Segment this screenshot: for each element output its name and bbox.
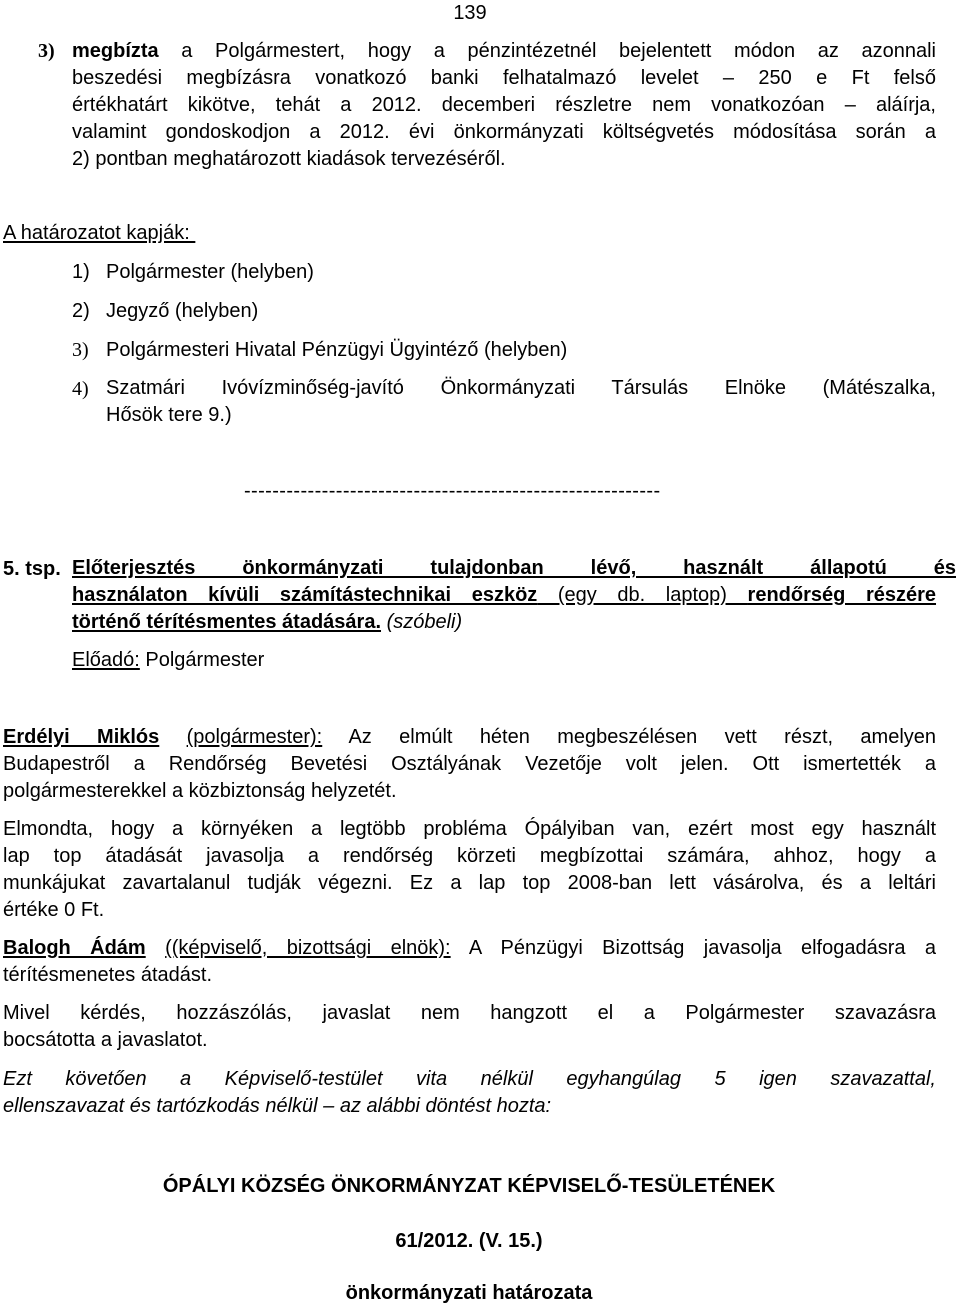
recipient-number: 2) <box>72 300 90 322</box>
item-3-line: értékhatárt kikötve, tehát a 2012. decemberi részletre nem vonatkozóan – aláírja, <box>72 94 936 116</box>
paragraph-line: ellenszavazat és tartózkodás nélkül – az alábbi döntést hozta: <box>3 1095 552 1117</box>
presenter <box>72 649 264 672</box>
paragraph-line <box>3 724 936 751</box>
paragraph-line: bocsátotta a javaslatot. <box>3 1029 208 1051</box>
paragraph <box>3 816 936 924</box>
speaker-role: (polgármester): <box>186 726 323 748</box>
agenda-title-bold: történő térítésmentes átadására. <box>72 611 382 633</box>
paragraph-line: Mivel kérdés, hozzászólás, javaslat nem hangzott el a Polgármester szavazásra <box>3 1002 936 1024</box>
recipient-text: Jegyző (helyben) <box>106 300 259 322</box>
agenda-title-bold: használaton kívüli számítástechnikai eszköz <box>72 584 538 606</box>
recipient-item <box>72 378 89 401</box>
speaker-name: Erdélyi Miklós <box>3 726 160 748</box>
agenda-title-normal: (egy db. laptop) <box>537 584 748 606</box>
recipient-number: 4) <box>72 378 89 400</box>
agenda-title-note: (szóbeli) <box>381 611 463 633</box>
paragraph-decision <box>3 1066 936 1120</box>
paragraph-line: Elmondta, hogy a környéken a legtöbb probléma Ópályiban van, ezért most egy használt <box>3 818 936 840</box>
item-3-line-text: a Polgármestert, hogy a pénzintézetnél bejelentett módon az azonnali <box>158 40 936 62</box>
recipients-heading: A határozatot kapják: <box>3 222 196 244</box>
paragraph-line <box>3 935 936 962</box>
recipient-number: 1) <box>72 261 90 283</box>
resolution-title: ÓPÁLYI KÖZSÉG ÖNKORMÁNYZAT KÉPVISELŐ-TESÜLETÉNEK <box>162 1175 776 1197</box>
agenda-number: 5. tsp. <box>3 558 61 580</box>
recipient-text: Polgármester (helyben) <box>106 261 314 283</box>
item-3-line <box>72 38 936 65</box>
agenda-title-line <box>72 582 936 609</box>
paragraph-line: polgármesterekkel a közbiztonság helyzetét. <box>3 780 397 802</box>
paragraph-text: A Pénzügyi Bizottság javasolja elfogadásra a <box>450 937 936 959</box>
recipient-item <box>72 261 90 284</box>
paragraph-line: Budapestről a Rendőrség Bevetési Osztályának Vezetője volt jelen. Ott ismertették a <box>3 753 936 775</box>
item-3-line: beszedési megbízásra vonatkozó banki felhatalmazó levelet – 250 e Ft felső <box>72 67 936 89</box>
recipient-text-line: Szatmári Ivóvízminőség-javító Önkormányzati Társulás Elnöke (Mátészalka, <box>106 377 936 399</box>
resolution-kind: önkormányzati határozata <box>345 1282 593 1304</box>
agenda-title <box>72 555 956 636</box>
presenter-label: Előadó: <box>72 649 140 671</box>
resolution-number: 61/2012. (V. 15.) <box>395 1230 543 1252</box>
recipient-text <box>106 375 936 429</box>
item-3-line: 2) pontban meghatározott kiadások tervezéséről. <box>72 148 506 170</box>
speaker-role: ((képviselő, bizottsági elnök): <box>165 937 451 959</box>
agenda-title-line <box>72 609 936 636</box>
paragraph-line: térítésmenetes átadást. <box>3 964 213 986</box>
presenter-name: Polgármester <box>139 649 265 671</box>
item-3-number: 3) <box>38 40 55 62</box>
page-number: 139 <box>453 2 487 24</box>
recipient-item <box>72 300 90 323</box>
speaker-name: Balogh Ádám <box>3 937 146 959</box>
paragraph <box>3 935 936 989</box>
recipient-text-line: Hősök tere 9.) <box>106 404 232 426</box>
recipient-number: 3) <box>72 339 89 361</box>
paragraph <box>3 724 936 805</box>
separator-line: ----------------------------------------------------------- <box>244 480 661 502</box>
paragraph-line: munkájukat zavartalanul tudják végezni. Ez a lap top 2008-ban lett vásárolva, és a leltári <box>3 872 936 894</box>
paragraph-line: értéke 0 Ft. <box>3 899 105 921</box>
agenda-title-bold: rendőrség részére <box>747 584 937 606</box>
recipient-text: Polgármesteri Hivatal Pénzügyi Ügyintéző (helyben) <box>106 339 568 361</box>
paragraph <box>3 1000 936 1054</box>
item-3-text <box>72 38 936 173</box>
paragraph-text: Az elmúlt héten megbeszélésen vett részt, amelyen <box>322 726 937 748</box>
paragraph-line: lap top átadását javasolja a rendőrség körzeti megbízottai számára, ahhoz, hogy a <box>3 845 936 867</box>
paragraph-line: Ezt követően a Képviselő-testület vita nélkül egyhangúlag 5 igen szavazattal, <box>3 1068 936 1090</box>
item-3-verb: megbízta <box>72 40 159 62</box>
recipient-item <box>72 339 89 362</box>
agenda-title-line: Előterjesztés önkormányzati tulajdonban lévő, használt állapotú és <box>72 557 956 579</box>
item-3-line: valamint gondoskodjon a 2012. évi önkormányzati költségvetés módosítása során a <box>72 121 936 143</box>
